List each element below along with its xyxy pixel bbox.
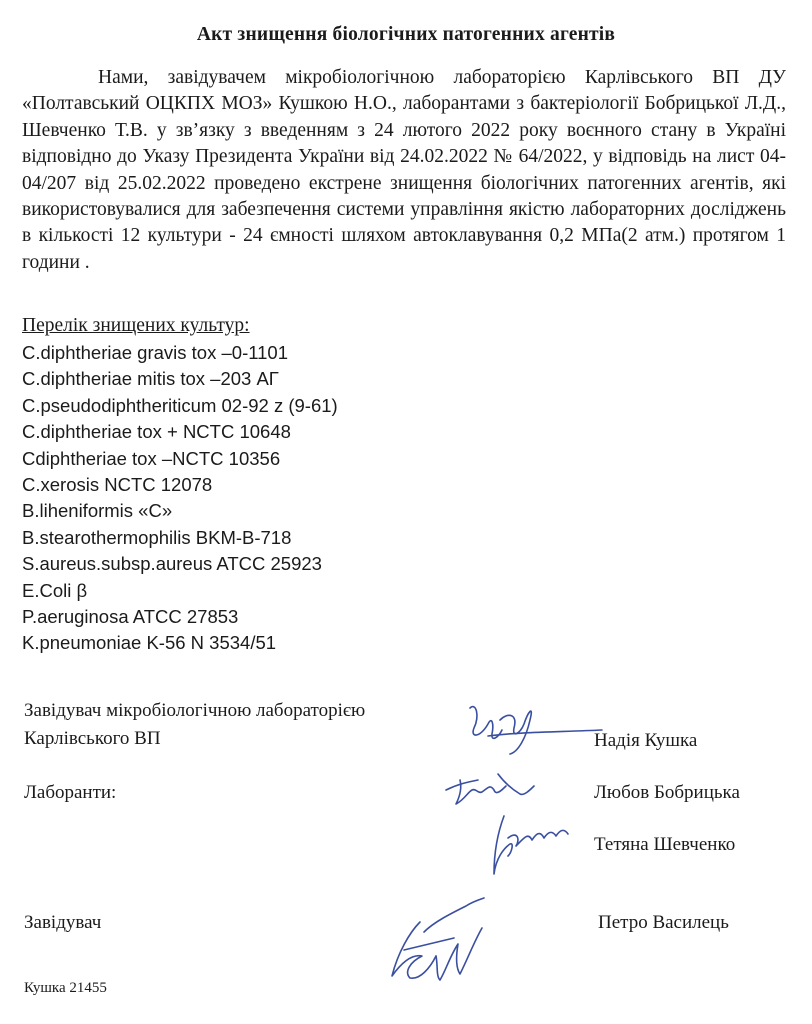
culture-item: C.diphtheriae mitis tox –203 АГ	[22, 368, 279, 390]
head-role-line2: Карлівського ВП	[24, 728, 161, 749]
document-title: Акт знищення біологічних патогенних агентів	[196, 24, 616, 45]
lab-role: Лаборанти:	[24, 782, 117, 803]
culture-item: P.aeruginosa ATCC 27853	[22, 606, 239, 628]
culture-item: C.diphtheriae gravis tox –0-1101	[22, 342, 289, 363]
lab-name-1: Любов Бобрицька	[594, 782, 740, 803]
act-body-text: Нами, завідувачем мікробіологічною лабораторією Карлівського ВП ДУ «Полтавський ОЦКПХ МОЗ» Кушкою Н.О., лаборантами з бактеріології Бобрицької Л.Д., Шевченко Т.В. у зв’язку з введенням з 24 лютого 2022 року воєнного стану в Україні відповідно до Указу Президента України від 24.02.2022 № 64/2022, у відповідь на лист 04-04/207 від 25.02.2022 проведено екстрене знищення біологічних патогенних агентів, які використовувалися для забезпечення системи управління якістю лабораторних досліджень в кількості 12 культури - 24 ємності шляхом автоклавування 0,2 МПа(2 атм.) протягом 1 години .	[22, 67, 786, 273]
culture-item: C.pseudodiphtheriticum 02-92 z (9-61)	[22, 394, 338, 416]
lab-name-2: Тетяна Шевченко	[594, 834, 736, 855]
head-name: Надія Кушка	[594, 730, 698, 751]
director-signature-icon	[380, 892, 510, 992]
cultures-list-title: Перелік знищених культур:	[22, 315, 250, 336]
culture-item: Cdiphtheriae tox –NCTC 10356	[22, 447, 281, 469]
culture-item: C.xerosis NCTC 12078	[22, 474, 213, 496]
act-body	[22, 65, 786, 276]
director-role: Завідувач	[24, 912, 102, 933]
director-name: Петро Василець	[598, 912, 729, 933]
culture-item: B.liheniformis «C»	[22, 500, 173, 522]
lab-signature-2-icon	[484, 808, 584, 882]
head-signature-icon	[458, 694, 608, 760]
culture-item: C.diphtheriae tox + NCTC 10648	[22, 421, 291, 443]
culture-item: K.pneumoniae K-56 N 3534/51	[22, 632, 277, 654]
culture-item: B.stearothermophilis BKM-B-718	[22, 526, 292, 548]
culture-item: S.aureus.subsp.aureus ATCC 25923	[22, 553, 322, 575]
head-role-line1: Завідувач мікробіологічною лабораторією	[24, 700, 366, 721]
footer-note: Кушка 21455	[24, 980, 107, 996]
cultures-list	[22, 340, 338, 657]
lab-signature-1-icon	[438, 764, 548, 812]
culture-item: E.Coli β	[22, 579, 88, 601]
